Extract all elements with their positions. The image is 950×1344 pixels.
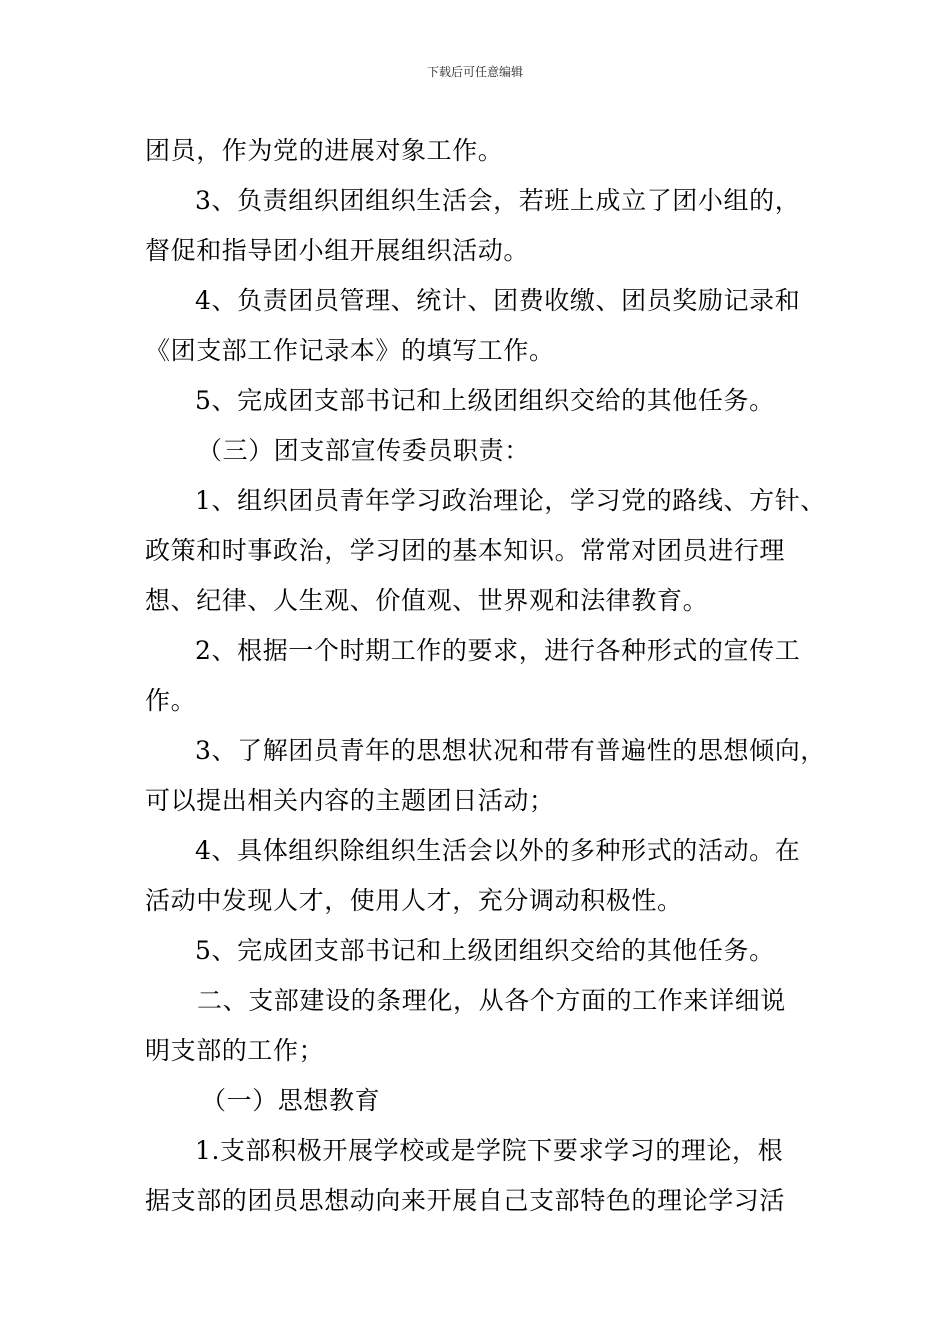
text-line: 5、完成团支部书记和上级团组织交给的其他任务。 — [195, 386, 775, 415]
text-line: 1.支部积极开展学校或是学院下要求学习的理论，根 — [195, 1136, 784, 1165]
text-line: 《团支部工作记录本》的填写工作。 — [145, 336, 555, 365]
section-heading: 二、支部建设的条理化，从各个方面的工作来详细说 — [197, 986, 786, 1015]
text-line: 督促和指导团小组开展组织活动。 — [145, 236, 530, 265]
text-line: 作。 — [145, 686, 197, 715]
text-line: 5、完成团支部书记和上级团组织交给的其他任务。 — [195, 936, 775, 965]
text-line: 可以提出相关内容的主题团日活动； — [145, 786, 555, 815]
text-line: 3、了解团员青年的思想状况和带有普遍性的思想倾向， — [195, 736, 826, 765]
text-line: 4、具体组织除组织生活会以外的多种形式的活动。在 — [195, 836, 801, 865]
text-line: 活动中发现人才，使用人才，充分调动积极性。 — [145, 886, 683, 915]
text-line: 1、组织团员青年学习政治理论，学习党的路线、方针、 — [195, 486, 826, 515]
text-line: 4、负责团员管理、统计、团费收缴、团员奖励记录和 — [195, 286, 801, 315]
section-heading: （一）思想教育 — [201, 1086, 381, 1115]
text-line: 3、负责组织团组织生活会，若班上成立了团小组的， — [195, 186, 801, 215]
text-line: 2、根据一个时期工作的要求，进行各种形式的宣传工 — [195, 636, 801, 665]
text-line: 想、纪律、人生观、价值观、世界观和法律教育。 — [145, 586, 709, 615]
page-header-note: 下载后可任意编辑 — [426, 65, 523, 79]
section-heading: （三）团支部宣传委员职责： — [197, 436, 530, 465]
document-body — [145, 126, 826, 1226]
text-line: 明支部的工作； — [145, 1036, 325, 1065]
text-line: 政策和时事政治，学习团的基本知识。常常对团员进行理 — [145, 536, 786, 565]
text-line: 据支部的团员思想动向来开展自己支部特色的理论学习活 — [145, 1186, 786, 1215]
text-line: 团员，作为党的进展对象工作。 — [145, 136, 504, 165]
